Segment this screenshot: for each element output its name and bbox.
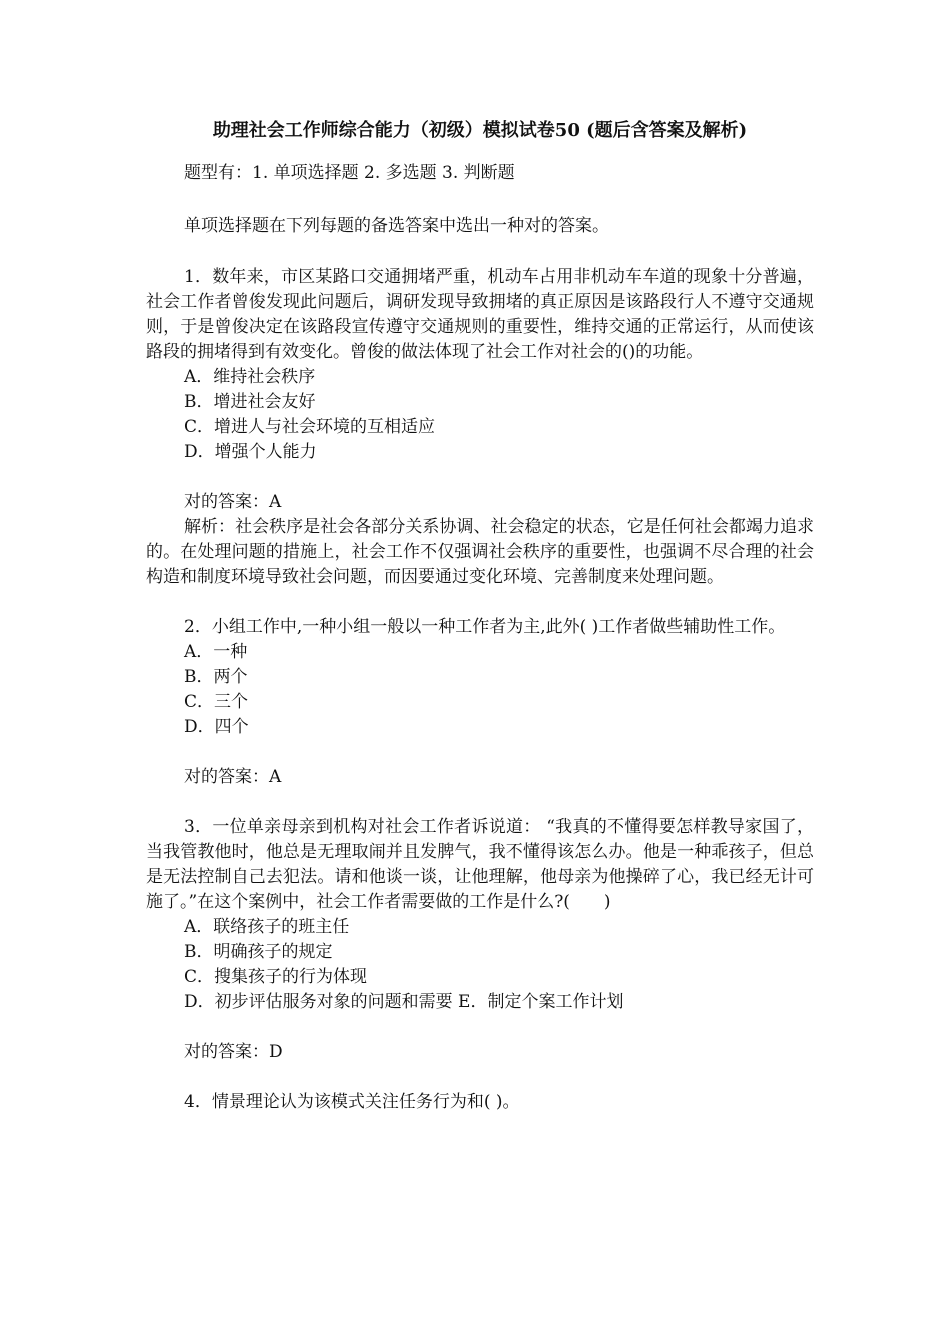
option-b: B．明确孩子的规定 <box>184 942 333 962</box>
question-4 <box>146 1090 814 1115</box>
option-d: D．增强个人能力 <box>184 442 317 462</box>
option-c: C．三个 <box>184 692 249 712</box>
exam-document <box>146 118 814 1115</box>
question-text: 2．小组工作中,一种小组一般以一种工作者为主,此外( )工作者做些辅助性工作。 <box>184 617 786 637</box>
option-d: D．四个 <box>184 717 249 737</box>
spacer <box>146 1065 814 1090</box>
question-2 <box>146 615 814 790</box>
spacer <box>146 590 814 615</box>
option-a: A．联络孩子的班主任 <box>184 917 350 937</box>
option-c: C．搜集孩子的行为体现 <box>184 967 368 987</box>
correct-answer: 对的答案：A <box>184 767 282 787</box>
question-text: 3．一位单亲母亲到机构对社会工作者诉说道： “我真的不懂得要怎样教导家国了，当我管教他时，他总是无理取闹并且发脾气，我不懂得该怎么办。他是一种乖孩子，但总是无法控制自己去犯法。请和他谈一谈，让他理解，他母亲为他操碎了心，我已经无计可施了。”在这个案例中，社会工作者需要做的工作是什么?( ) <box>146 817 814 912</box>
option-b: B．增进社会友好 <box>184 392 316 412</box>
question-types-line: 题型有：1. 单项选择题 2. 多选题 3. 判断题 <box>184 163 515 183</box>
page-title: 助理社会工作师综合能力（初级）模拟试卷50 (题后含答案及解析) <box>212 120 748 141</box>
correct-answer: 对的答案：D <box>184 1042 283 1062</box>
question-text: 1．数年来，市区某路口交通拥堵严重，机动车占用非机动车车道的现象十分普遍，社会工作者曾俊发现此问题后，调研发现导致拥堵的真正原因是该路段行人不遵守交通规则，于是曾俊决定在该路段宣传遵守交通规则的重要性，维持交通的正常运行，从而使该路段的拥堵得到有效变化。曾俊的做法体现了社会工作对社会的()的功能。 <box>146 267 814 362</box>
option-b: B．两个 <box>184 667 248 687</box>
question-text: 4．情景理论认为该模式关注任务行为和( )。 <box>184 1092 520 1112</box>
section-description: 单项选择题在下列每题的备选答案中选出一种对的答案。 <box>184 216 609 236</box>
option-c: C．增进人与社会环境的互相适应 <box>184 417 436 437</box>
answer-analysis: 解析：社会秩序是社会各部分关系协调、社会稳定的状态，它是任何社会都竭力追求的。在处理问题的措施上，社会工作不仅强调社会秩序的重要性，也强调不尽合理的社会构造和制度环境导致社会问题，而因要通过变化环境、完善制度来处理问题。 <box>146 517 814 587</box>
question-3 <box>146 815 814 1065</box>
question-1 <box>146 265 814 590</box>
option-a: A．一种 <box>184 642 248 662</box>
spacer <box>146 790 814 815</box>
correct-answer: 对的答案：A <box>184 492 282 512</box>
option-d: D．初步评估服务对象的问题和需要 E．制定个案工作计划 <box>184 992 624 1012</box>
option-a: A．维持社会秩序 <box>184 367 316 387</box>
